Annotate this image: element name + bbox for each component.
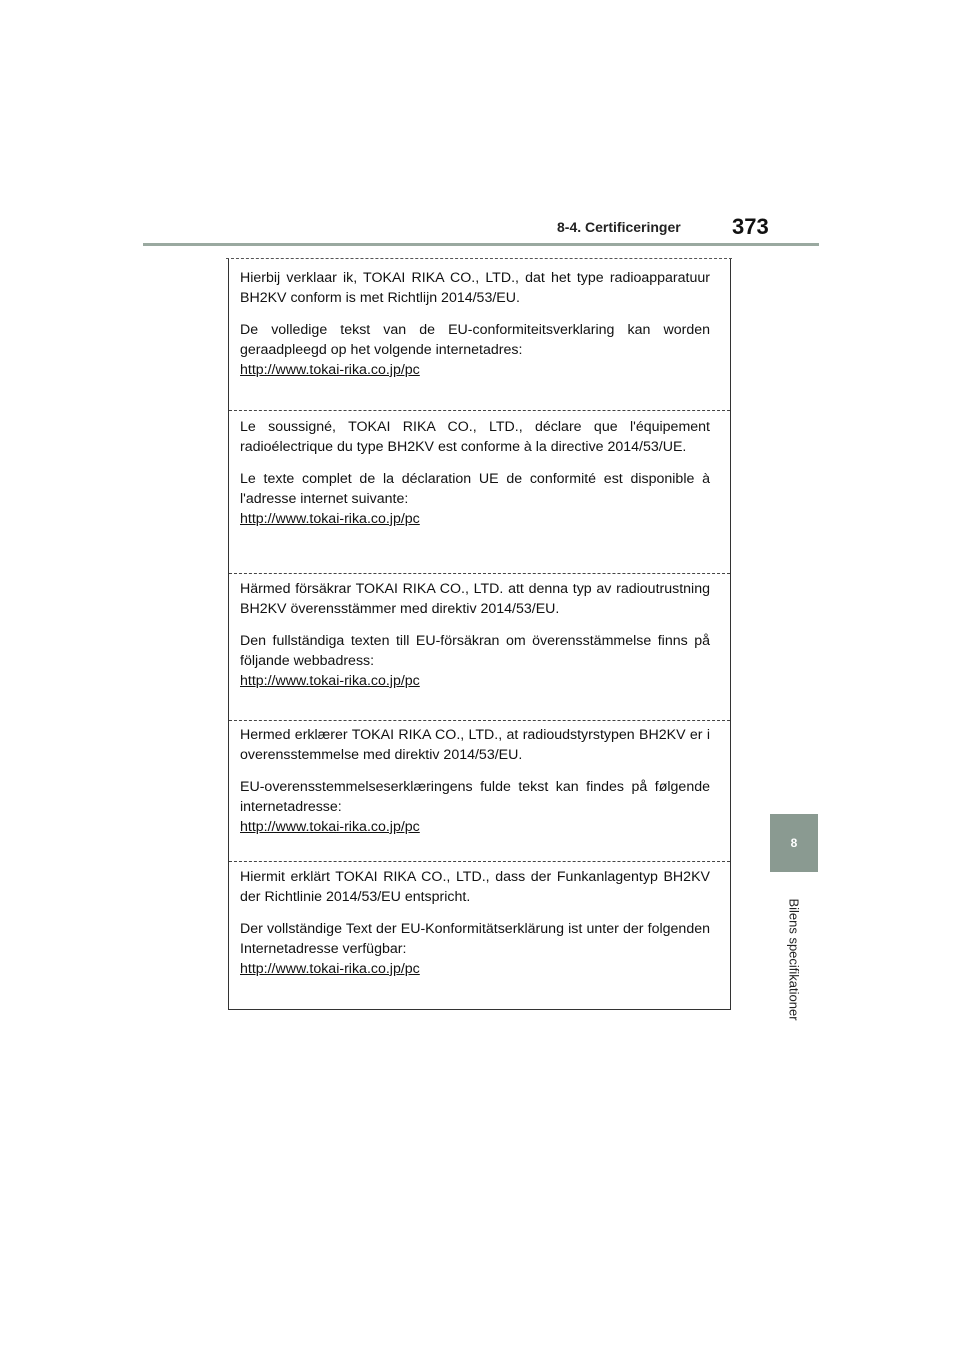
chapter-number: 8 [790, 836, 798, 850]
declaration-dutch [229, 258, 730, 410]
declaration-link[interactable]: http://www.tokai-rika.co.jp/pc [240, 362, 420, 378]
declaration-statement: Hierbij verklaar ik, TOKAI RIKA CO., LTD., dat het type radioapparatuur BH2KV conform is met Richtlijn 2014/53/EU. [240, 270, 710, 306]
chapter-title-vertical [784, 884, 804, 1034]
declaration-danish [229, 720, 730, 861]
declaration-availability: Der vollständige Text der EU-Konformitätserklärung ist unter der folgenden Internetadresse verfügbar: [240, 921, 710, 957]
declaration-link[interactable]: http://www.tokai-rika.co.jp/pc [240, 673, 420, 689]
declaration-availability: Den fullständiga texten till EU-försäkran om överensstämmelse finns på följande webbadress: [240, 633, 710, 669]
declaration-link[interactable]: http://www.tokai-rika.co.jp/pc [240, 819, 420, 835]
declarations-box [228, 258, 731, 1010]
declaration-statement: Hiermit erklärt TOKAI RIKA CO., LTD., dass der Funkanlagentyp BH2KV der Richtlinie 2014/53/EU entspricht. [240, 869, 710, 905]
section-title: 8-4. Certificeringer [557, 219, 681, 235]
chapter-tab[interactable] [770, 814, 818, 872]
declaration-statement: Härmed försäkrar TOKAI RIKA CO., LTD. att denna typ av radioutrustning BH2KV överensstämmer med direktiv 2014/53/EU. [240, 581, 710, 617]
declaration-availability: Le texte complet de la déclaration UE de conformité est disponible à l'adresse internet suivante: [240, 471, 710, 507]
declaration-link[interactable]: http://www.tokai-rika.co.jp/pc [240, 511, 420, 527]
declaration-swedish [229, 573, 730, 720]
declaration-availability: De volledige tekst van de EU-conformiteitsverklaring kan worden geraadpleegd op het volgende internetadres: [240, 322, 710, 358]
header-rule [143, 243, 819, 246]
chapter-title: Bilens specifikationer [786, 897, 802, 1021]
declaration-german [229, 861, 730, 1010]
declaration-link[interactable]: http://www.tokai-rika.co.jp/pc [240, 961, 420, 977]
declaration-statement: Le soussigné, TOKAI RIKA CO., LTD., déclare que l'équipement radioélectrique du type BH2KV est conforme à la directive 2014/53/UE. [240, 419, 710, 455]
declaration-availability: EU-overensstemmelseserklæringens fulde tekst kan findes på følgende internetadresse: [240, 779, 710, 815]
declaration-french [229, 410, 730, 573]
declaration-statement: Hermed erklærer TOKAI RIKA CO., LTD., at radioudstyrstypen BH2KV er i overensstemmelse med direktiv 2014/53/EU. [240, 727, 710, 763]
page-number: 373 [732, 214, 769, 239]
